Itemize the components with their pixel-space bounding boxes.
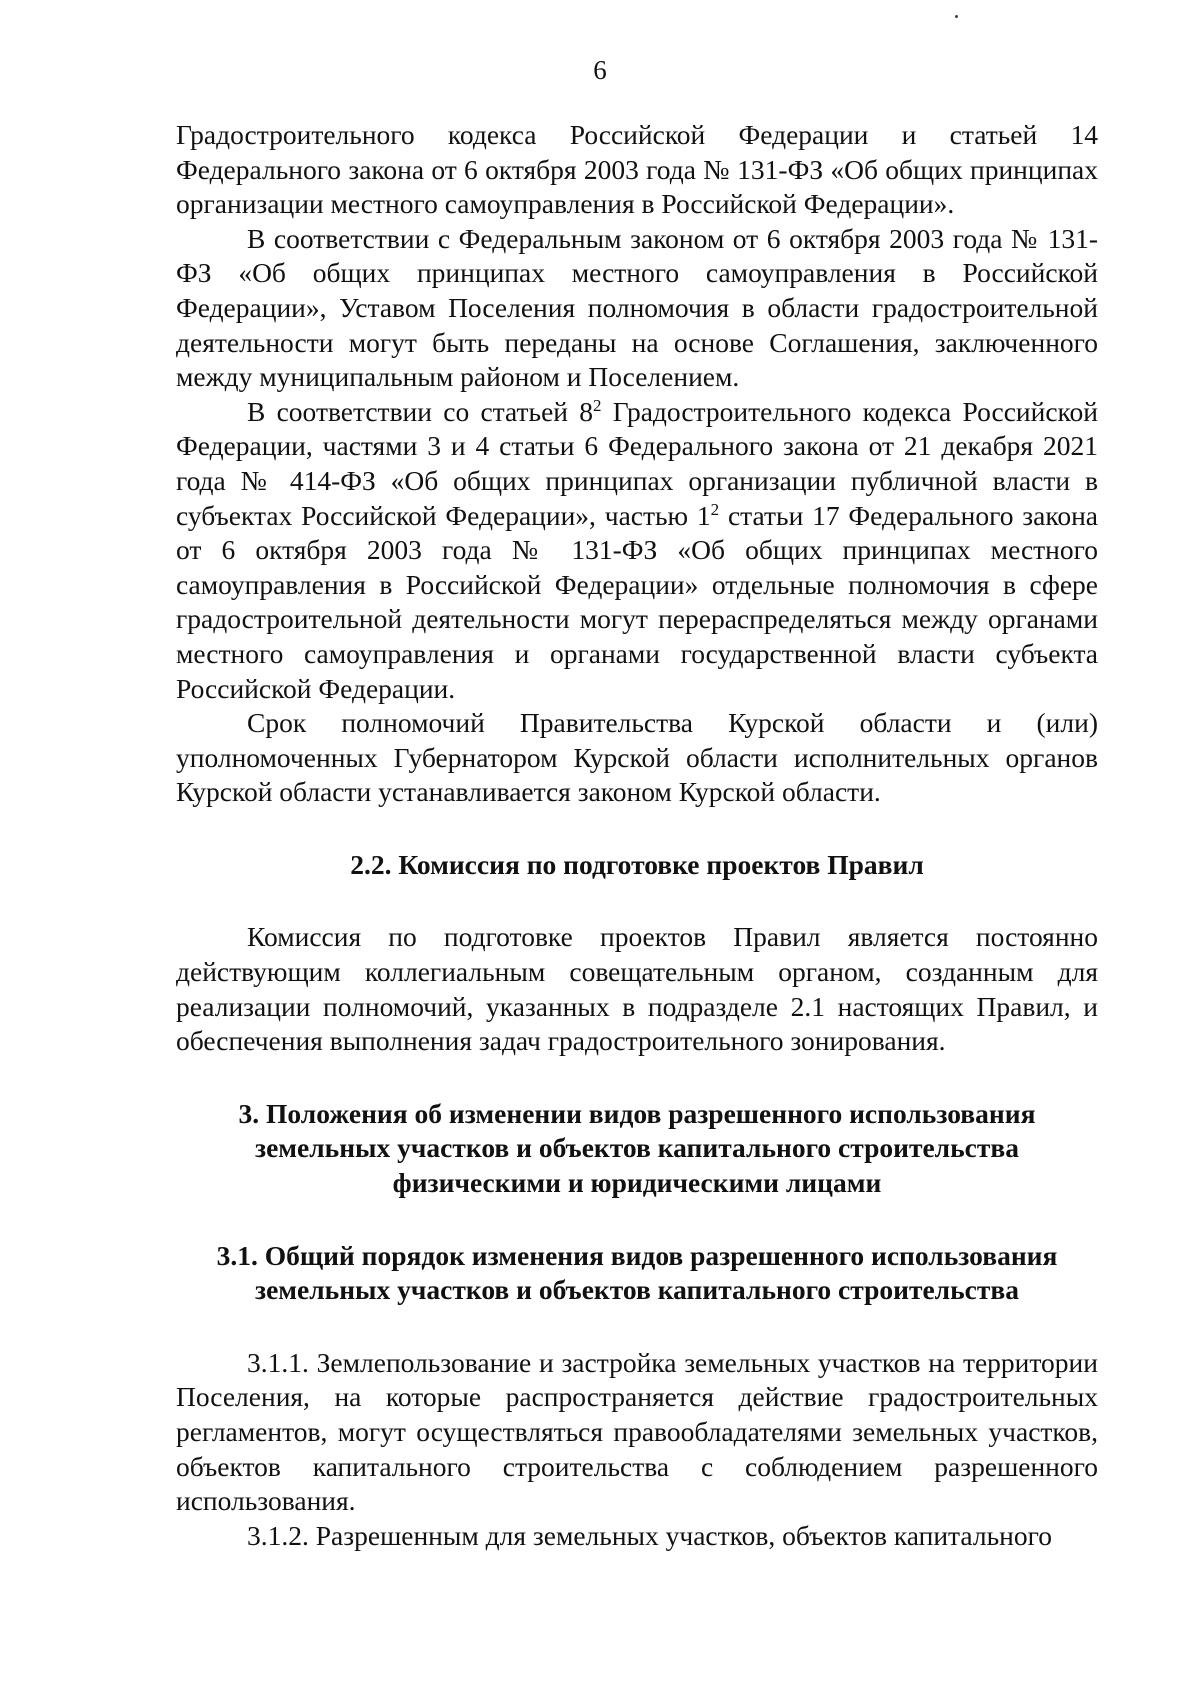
paragraph-continuation: Градостроительного кодекса Российской Федерации и статьей 14 Федерального закона от 6 октября 2003 года № 131-ФЗ «Об общих принципах организации местного самоуправления в Российской Федерации». — [176, 119, 1098, 220]
paragraph-term-of-powers: Срок полномочий Правительства Курской области и (или) уполномоченных Губернатором Курской области исполнительных органов Курской области устанавливается законом Курской области. — [176, 707, 1098, 808]
superscript-2-article: 2 — [593, 395, 602, 415]
paragraph-federal-law: В соответствии с Федеральным законом от 6 октября 2003 года № 131-ФЗ «Об общих принципах местного самоуправления в Российской Федерации», Уставом Поселения полномочия в области градостроительной деятельности могут быть переданы на основе Соглашения, заключенного между муниципальным районом и Поселением. — [176, 222, 1098, 393]
superscript-2-part: 2 — [710, 499, 720, 519]
heading-3 — [176, 1097, 1098, 1201]
paragraph-3-1-1: 3.1.1. Землепользование и застройка земельных участков на территории Поселения, на которые распространяется действие градостроительных регламентов, могут осуществляться правообладателями земельных участков, объектов капитального строительства с соблюдением разрешенного использования. — [176, 1346, 1098, 1517]
heading-2-2: 2.2. Комиссия по подготовке проектов Правил — [350, 848, 924, 880]
document-body — [176, 118, 1098, 1553]
paragraph-redistribution-part-c: статьи 17 Федерального закона от 6 октября 2003 года № 131-ФЗ «Об общих принципах местного самоуправления в Российской Федерации» отдельные полномочия в сфере градостроительной деятельности могут перераспределяться между органами местного самоуправления и органами государственной власти субъекта Российской Федерации. — [176, 499, 1098, 704]
scan-speck — [955, 15, 958, 18]
paragraph-redistribution — [176, 395, 1098, 706]
paragraph-commission: Комиссия по подготовке проектов Правил является постоянно действующим коллегиальным совещательным органом, созданным для реализации полномочий, указанных в подразделе 2.1 настоящих Правил, и обеспечения выполнения задач градостроительного зонирования. — [176, 921, 1098, 1057]
heading-3-line-1: 3. Положения об изменении видов разрешенного использования — [238, 1097, 1036, 1129]
page-number: 6 — [593, 55, 607, 85]
paragraph-redistribution-part-a: В соответствии со статьей 8 — [247, 395, 594, 427]
paragraph-3-1-2: 3.1.2. Разрешенным для земельных участков, объектов капитального — [247, 1519, 1052, 1551]
heading-3-1-line-1: 3.1. Общий порядок изменения видов разрешенного использования — [216, 1239, 1058, 1271]
paragraph-redistribution-part-b: Градостроительного кодекса Российской Федерации, частями 3 и 4 статьи 6 Федерального закона от 21 декабря 2021 года № 414-ФЗ «Об общих принципах организации публичной власти в субъектах Российской Федерации», частью 1 — [176, 395, 1098, 531]
heading-3-line-3: физическими и юридическими лицами — [392, 1167, 882, 1199]
heading-3-1-line-2: земельных участков и объектов капитального строительства — [255, 1274, 1019, 1306]
heading-3-1 — [176, 1239, 1098, 1308]
heading-3-line-2: земельных участков и объектов капитального строительства — [255, 1132, 1019, 1164]
